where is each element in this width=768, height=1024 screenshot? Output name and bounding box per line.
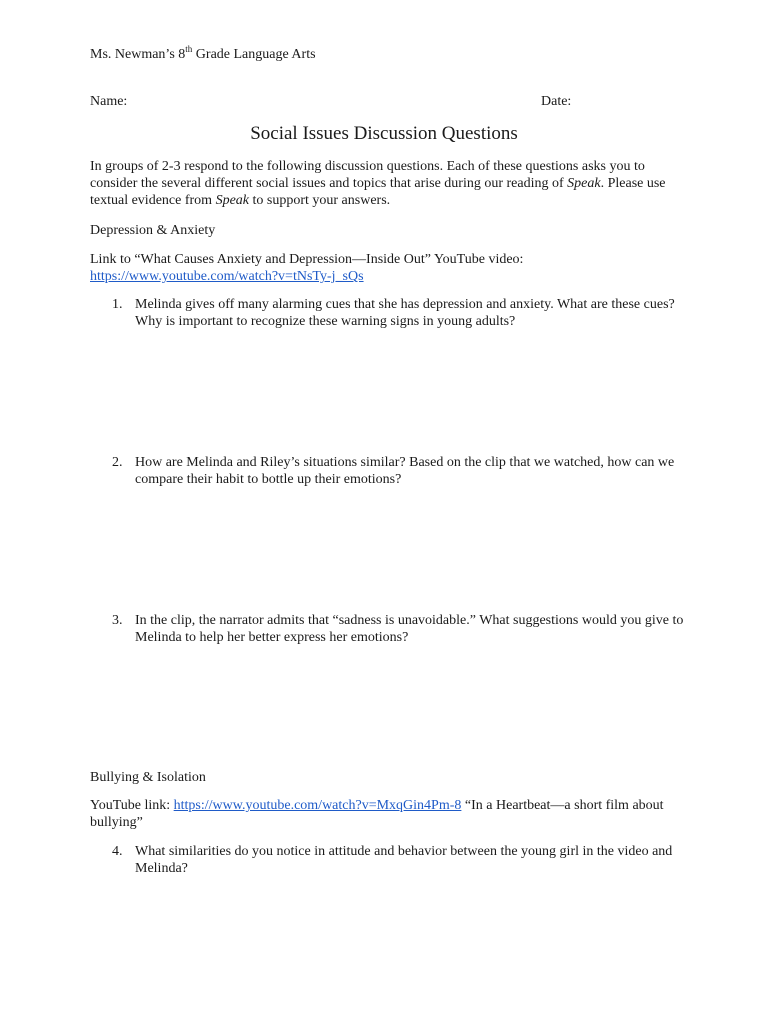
video-link-line [90,268,364,285]
question-item [90,843,690,877]
intro-line-1: In groups of 2-3 respond to the following discussion questions. Each of these questions asks you to [90,159,645,174]
intro-line-3-end: to support your answers. [249,193,391,208]
bullying-video-link [90,797,690,831]
question-line: Melinda gives off many alarming cues that she has depression and anxiety. What are these cues? [135,297,675,312]
ordinal-superscript: th [185,44,193,54]
class-header-suffix: Grade Language Arts [192,47,316,62]
intro-line-3 [90,192,680,209]
youtube-link-label: YouTube link: [90,798,174,813]
question-line: Melinda to help her better express her emotions? [135,630,409,645]
book-title: Speak [567,176,601,191]
question-number: 3. [112,613,123,628]
intro-line-3-text: textual evidence from [90,193,216,208]
question-number: 2. [112,455,123,470]
question-item [90,612,690,646]
question-line: Why is important to recognize these warning signs in young adults? [135,314,516,329]
question-item [90,454,690,488]
class-header [90,46,316,63]
question-number: 4. [112,844,123,859]
question-number: 1. [112,297,123,312]
class-header-prefix: Ms. Newman’s 8 [90,47,186,62]
question-line: What similarities do you notice in attitude and behavior between the young girl in the video and [135,844,673,859]
intro-line-2-end: . Please use [600,176,666,191]
bullying-link-line-2: bullying” [90,815,143,830]
intro-line-2 [90,175,680,192]
question-line: How are Melinda and Riley’s situations similar? Based on the clip that we watched, how can we [135,455,675,470]
section-heading-bullying: Bullying & Isolation [90,770,206,785]
name-label: Name: [90,94,128,109]
question-item [90,296,690,330]
question-line: Melinda? [135,861,188,876]
section-heading-depression: Depression & Anxiety [90,223,216,238]
question-line: compare their habit to bottle up their emotions? [135,472,402,487]
page-title: Social Issues Discussion Questions [250,123,518,144]
intro-paragraph [90,158,680,209]
date-label: Date: [541,94,572,109]
youtube-link-inside-out[interactable]: https://www.youtube.com/watch?v=tNsTy-j_sQs [90,269,364,284]
question-line: In the clip, the narrator admits that “sadness is unavoidable.” What suggestions would you give to [135,613,684,628]
book-title: Speak [215,193,249,208]
youtube-link-heartbeat[interactable]: https://www.youtube.com/watch?v=MxqGin4Pm-8 [173,798,462,813]
bullying-link-line-1 [90,797,690,814]
video-link-intro: Link to “What Causes Anxiety and Depression—Inside Out” YouTube video: [90,252,524,267]
film-title-text: “In a Heartbeat—a short film about [461,798,664,813]
intro-line-2-text: consider the several different social issues and topics that arise during our reading of [90,176,568,191]
